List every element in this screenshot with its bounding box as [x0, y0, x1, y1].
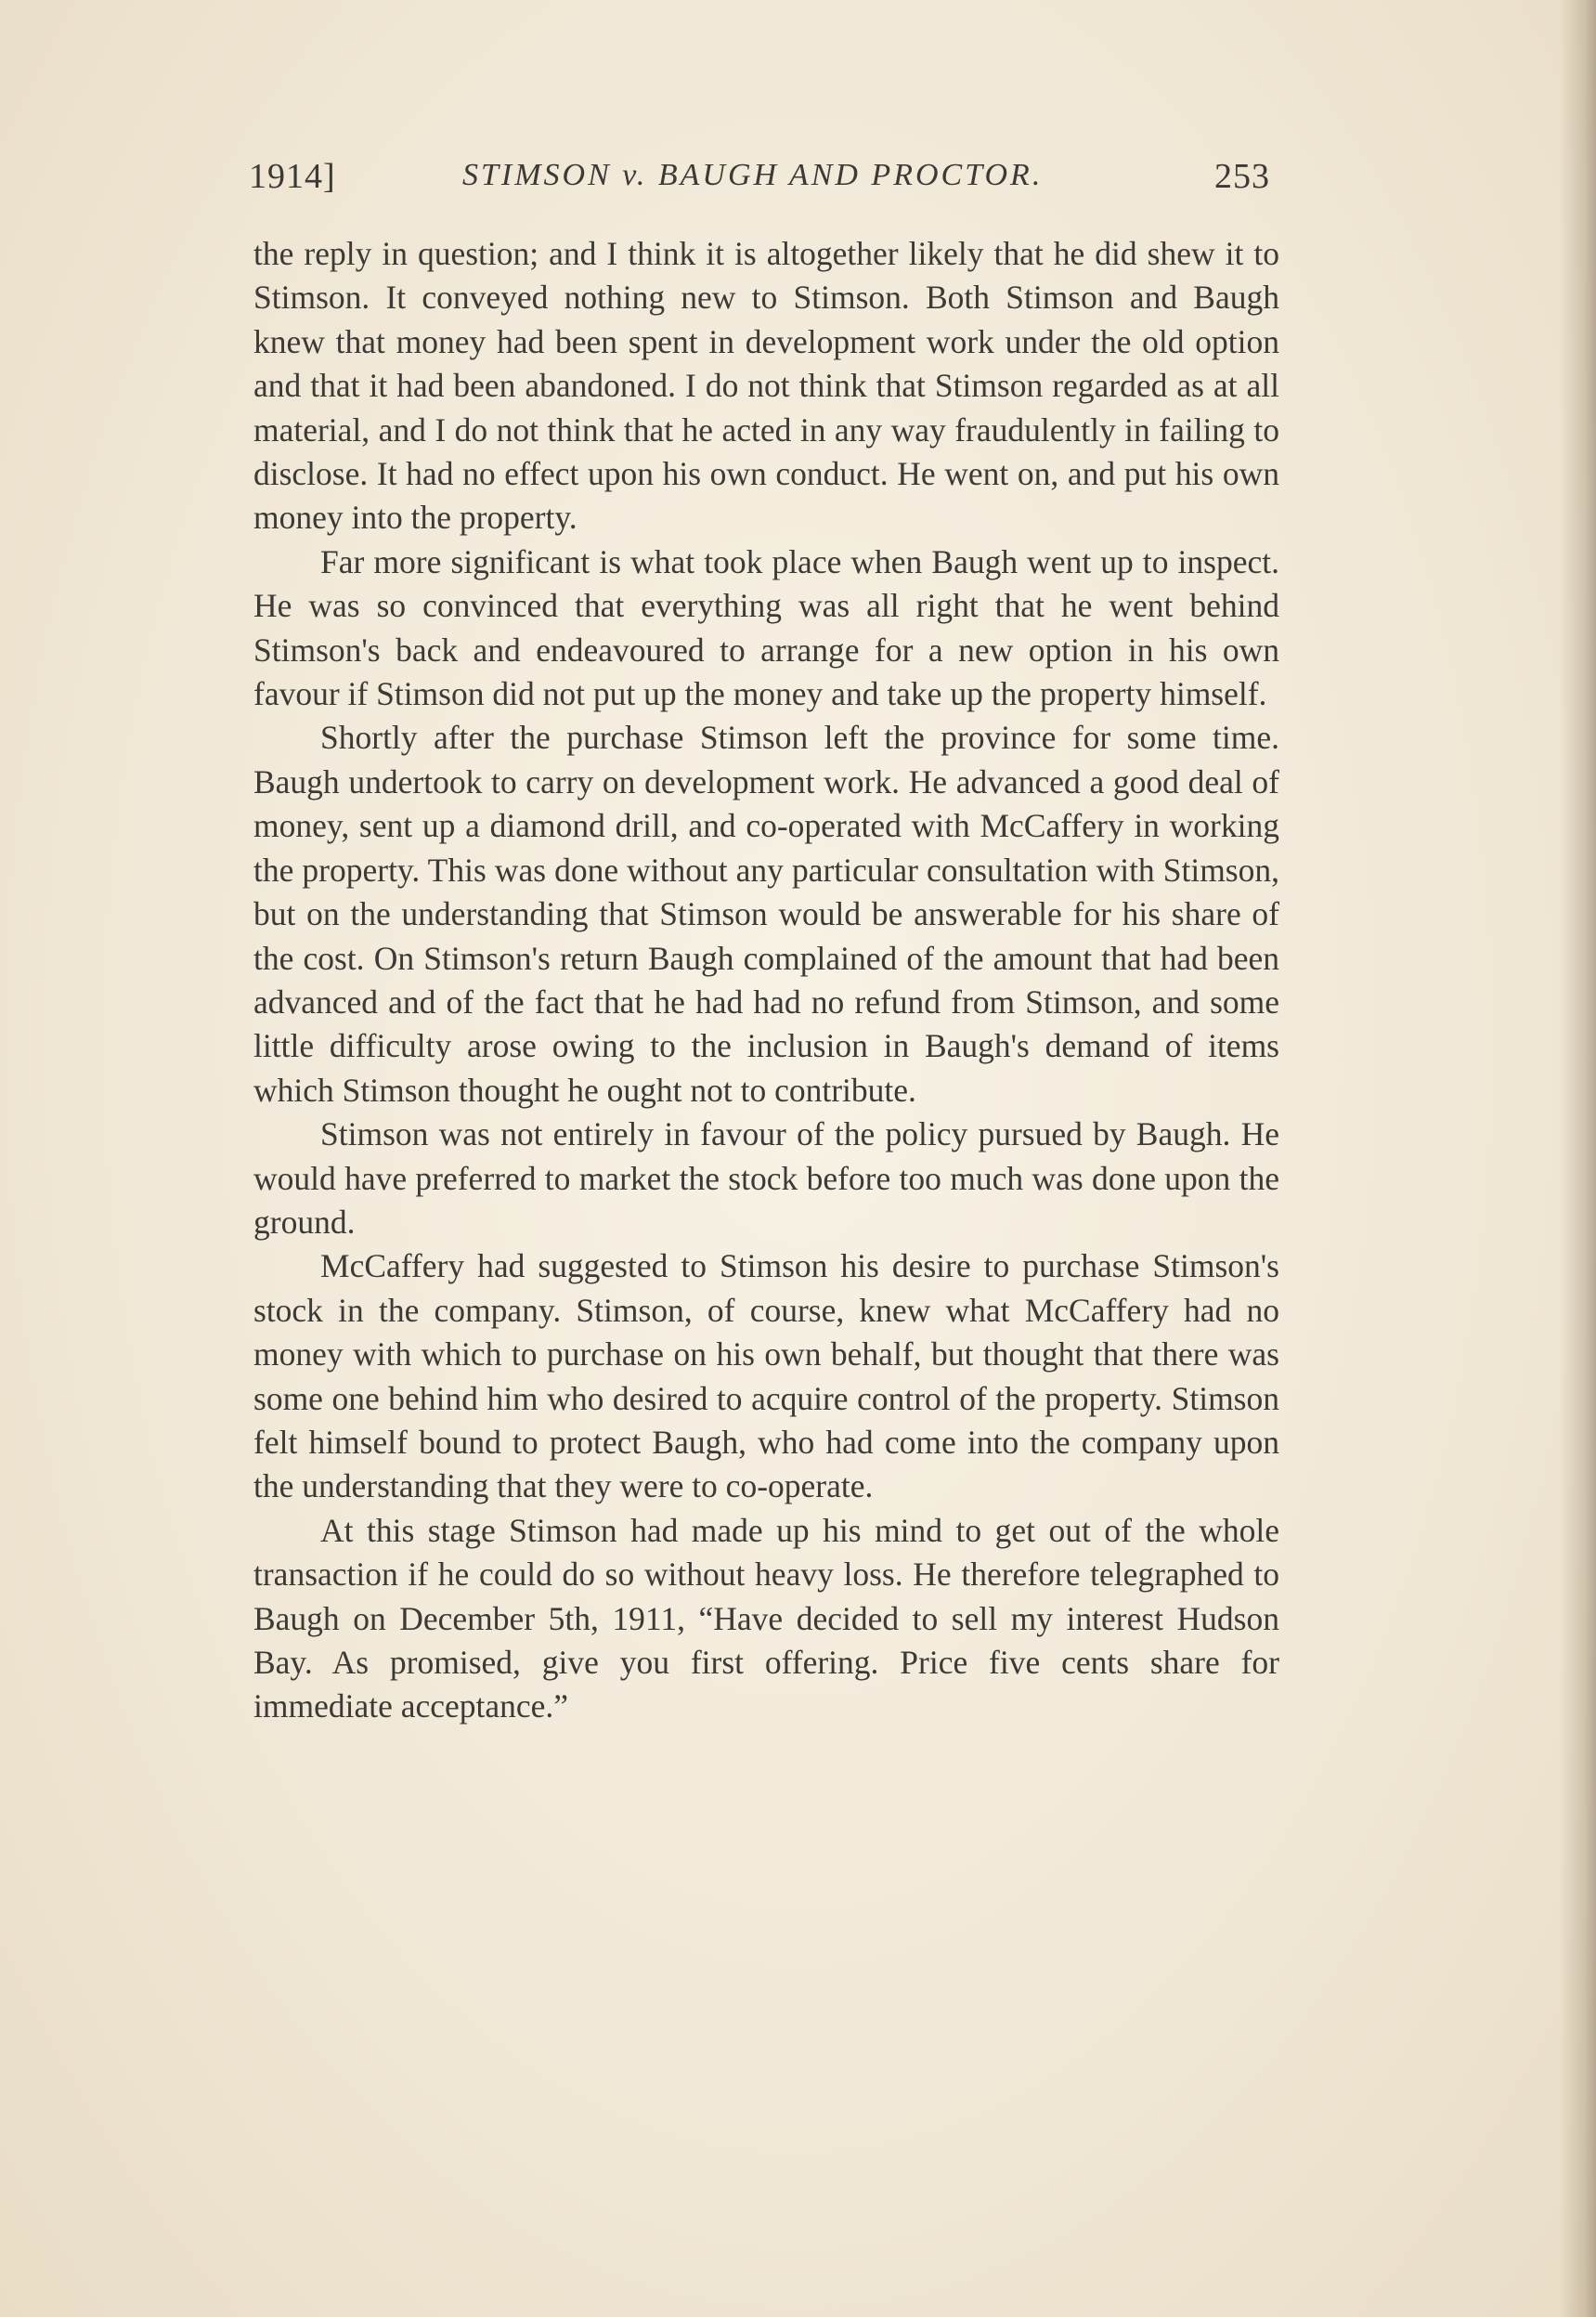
header-year: 1914]	[249, 157, 336, 196]
body-text	[253, 232, 1279, 1729]
paragraph: Shortly after the purchase Stimson left the province for some time. Baugh undertook to carry on development work. He advanced a good deal of money, sent up a diamond drill, and co-operated with McCaffery in working the property. This was done without any particular consultation with Stimson, but on the understanding that Stimson would be answerable for his share of the cost. On Stimson's return Baugh complained of the amount that had been advanced and of the fact that he had had no refund from Stimson, and some little difficulty arose owing to the inclusion in Baugh's demand of items which Stimson thought he ought not to contribute.	[253, 719, 1279, 1109]
paragraph: Stimson was not entirely in favour of the policy pursued by Baugh. He would have preferred to market the stock before too much was done upon the ground.	[253, 1115, 1279, 1241]
paragraph: McCaffery had suggested to Stimson his desire to purchase Stimson's stock in the company. Stimson, of course, knew what McCaffery had no money with which to purchase on his own behalf, but thought that there was some one behind him who desired to acquire control of the property. Stimson felt himself bound to protect Baugh, who had come into the company upon the understanding that they were to co-operate.	[253, 1247, 1279, 1505]
paragraph: At this stage Stimson had made up his mind to get out of the whole transaction if he could do so without heavy loss. He therefore telegraphed to Baugh on December 5th, 1911, “Have decided to sell my interest Hudson Bay. As promised, give you first offering. Price five cents share for immediate acceptance.”	[253, 1511, 1279, 1725]
running-header	[249, 156, 1270, 212]
paragraph: the reply in question; and I think it is altogether likely that he did shew it to Stimson. It conveyed nothing new to Stimson. Both Stimson and Baugh knew that money had been spent in development work under the old option and that it had been abandoned. I do not think that Stimson regarded as at all material, and I do not think that he acted in any way fraudulently in failing to disclose. It had no effect upon his own conduct. He went on, and put his own money into the property.	[253, 235, 1279, 537]
page-number: 253	[1214, 157, 1270, 196]
paragraph: Far more significant is what took place when Baugh went up to inspect. He was so convinced that everything was all right that he went behind Stimson's back and endeavoured to arrange for a new option in his own favour if Stimson did not put up the money and take up the property himself.	[253, 542, 1279, 713]
page-edge-shadow	[1559, 0, 1596, 2317]
header-case-title: STIMSON v. BAUGH AND PROCTOR.	[462, 158, 1044, 192]
